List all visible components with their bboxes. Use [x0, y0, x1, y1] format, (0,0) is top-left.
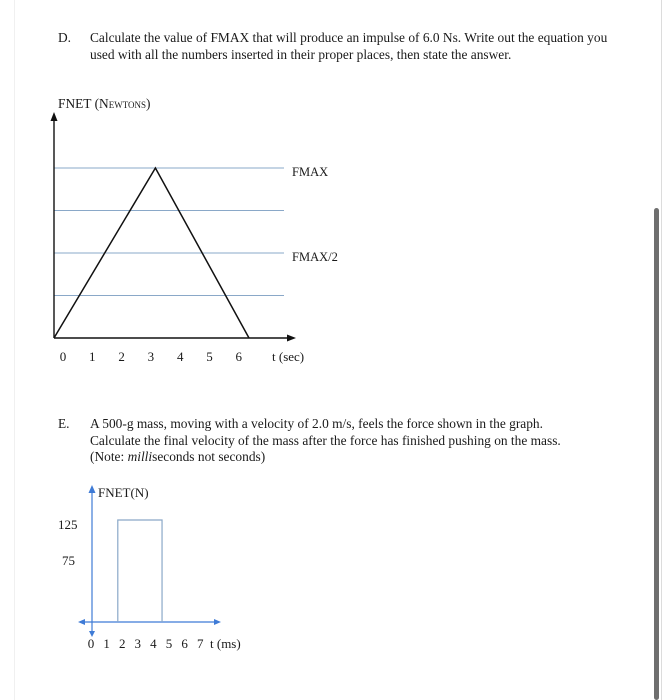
chart2-pulse-outline	[118, 520, 162, 622]
question-e-letter: E.	[58, 416, 70, 431]
chart2-ytick-75: 75	[62, 553, 75, 568]
chart2-x-axis-right-arrow	[214, 619, 221, 625]
chart1-x-tick-label: 0	[59, 349, 67, 364]
chart2-x-tick-label: 3	[134, 636, 142, 651]
chart1-xlabel: t (sec)	[272, 349, 305, 364]
fmax-symbol: FMAX	[210, 30, 250, 45]
chart2-x-tick-label: 5	[165, 636, 173, 651]
chart1-x-tick-label: 2	[118, 349, 125, 364]
chart2-x-tick-label: 0	[87, 636, 95, 651]
chart2-x-axis-left-arrow	[78, 619, 85, 625]
chart1-x-tick-label: 5	[206, 349, 213, 364]
chart2-ylabel: FNET(N)	[98, 485, 149, 500]
question-d-text: Calculate the value of FMAX that will produce an impulse of 6.0 Ns. Write out the equation you used with all the numbers inserted in their proper places, then state the answer.	[90, 30, 608, 62]
chart1-ylabel: FNET (Newtons)	[58, 96, 151, 111]
chart2-x-tick-label: 7	[196, 636, 204, 651]
question-e-text: A 500-g mass, moving with a velocity of 2.0 m/s, feels the force shown in the graph. Calculate the final velocity of the mass after the force has finished pushing on the mass. (Note: milliseconds not seconds)	[90, 416, 561, 464]
chart2-ytick-125: 125	[58, 517, 78, 532]
chart2-x-tick-labels	[88, 636, 204, 651]
chart2-x-tick-label: 4	[150, 636, 157, 651]
question-d-letter: D.	[58, 30, 72, 45]
chart2-x-tick-label: 2	[118, 636, 126, 651]
chart1-x-tick-label: 6	[235, 349, 243, 364]
fmax-half-annotation: FMAX/2	[292, 250, 338, 264]
chart1-x-tick-label: 3	[147, 349, 155, 364]
chart2-x-tick-label: 6	[181, 636, 188, 651]
chart1-x-tick-label: 4	[176, 349, 184, 364]
chart2-xlabel: t (ms)	[210, 636, 241, 651]
fmax-annotation: FMAX	[292, 165, 329, 179]
chart1-x-tick-label: 1	[89, 349, 96, 364]
chart2-x-tick-label: 1	[103, 636, 110, 651]
